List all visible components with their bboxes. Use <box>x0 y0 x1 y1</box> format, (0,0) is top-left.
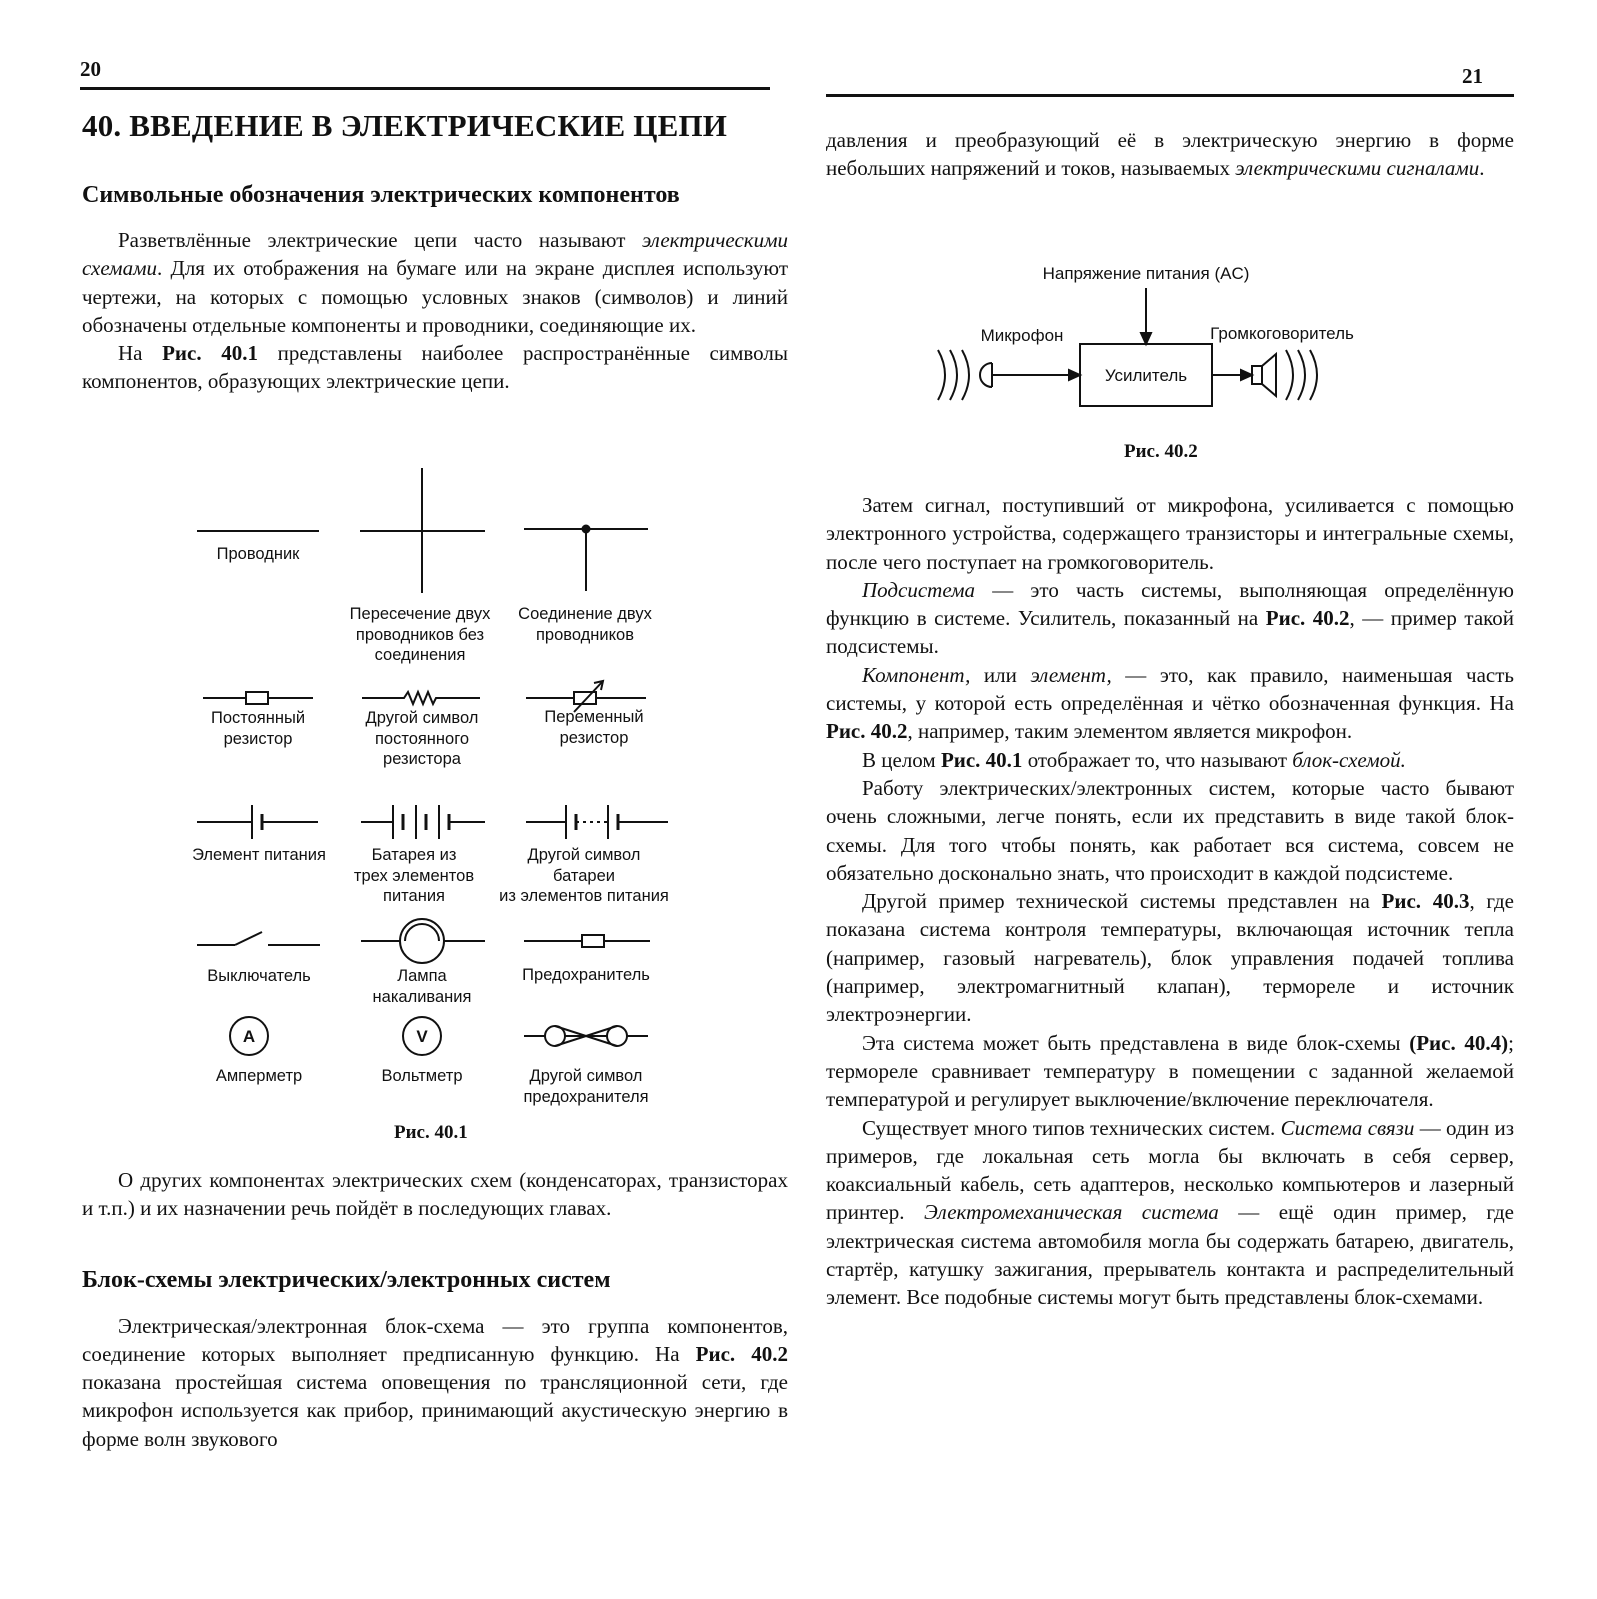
label-switch: Выключатель <box>207 967 311 985</box>
ammeter-letter: A <box>242 1027 256 1046</box>
supply-label: Напряжение питания (AC) <box>1042 264 1250 283</box>
figure-40-2-block-diagram <box>930 250 1390 420</box>
label-crossing: Пересечение двух проводников без соединения <box>349 605 491 664</box>
right-page-top <box>826 126 1514 183</box>
fuse-alt-symbol <box>524 1026 648 1046</box>
figure-40-2-caption: Рис. 40.2 <box>1124 441 1198 462</box>
label-battery-alt: Другой символ батареи из элементов питания <box>499 846 669 905</box>
figure-40-1-caption: Рис. 40.1 <box>394 1122 468 1143</box>
paragraph: На Рис. 40.1 представлены наиболее распространённые символы компонентов, образующих электрические цепи. <box>82 341 788 394</box>
label-lamp: Лампа накаливания <box>372 967 472 1006</box>
paragraph: Электрическая/электронная блок-схема — это группа компонентов, соединение которых выполняет предписанную функцию. На Рис. 40.2 показана простейшая система оповещения по трансляционной сети, где микрофон используется как прибор, принимающий акустическую энергию в форме волн звукового <box>82 1313 788 1451</box>
battery-alt-symbol <box>526 805 668 839</box>
resistor-symbol <box>203 692 313 704</box>
cell-symbol <box>197 805 318 839</box>
label-resistor-alt: Другой символ постоянного резистора <box>365 709 479 768</box>
label-conductor: Проводник <box>216 545 300 563</box>
section-heading-symbols: Символьные обозначения электрических компонентов <box>82 182 680 208</box>
paragraph: Работу электрических/электронных систем, которые часто бывают очень сложными, легче понять, если их представить в виде такой блок-схемы. Для того чтобы понять, как работает вся система, совсем не обязательно досконально знать, что происходит в каждой подсистеме. <box>826 775 1514 885</box>
lamp-symbol <box>361 919 485 963</box>
paragraph: В целом Рис. 40.1 отображает то, что называют блок-схемой. <box>862 747 1406 772</box>
paragraph: Подсистема — это часть системы, выполняющая определённую функцию в системе. Усилитель, показанный на Рис. 40.2, — пример такой подсистемы. <box>826 577 1515 659</box>
paragraph: Компонент, или элемент, — это, как правило, наименьшая часть системы, у которой есть определённая и чётко обозначенная функция. На Рис. 40.2, например, таким элементом является микрофон. <box>826 662 1514 744</box>
label-battery: Батарея из трех элементов питания <box>353 846 475 905</box>
sound-wave-in <box>938 350 945 400</box>
left-page-lower <box>82 1166 788 1453</box>
voltmeter-letter: V <box>416 1027 428 1046</box>
paragraph: Существует много типов технических систем. Система связи — один из примеров, где локальная сеть могла бы включать в себя сервер, коаксиальный кабель, сеть адаптеров, несколько компьютеров и лазерный принтер. Электромеханическая система — ещё один пример, где электрическая система автомобиля могла бы содержать батарею, двигатель, стартёр, катушку зажигания, прерыватель контакта и распределительный элемент. Все подобные системы могут быть представлены блок-схемами. <box>826 1115 1515 1310</box>
label-fuse-alt: Другой символ предохранителя <box>523 1067 649 1106</box>
sound-wave-out <box>1286 350 1293 400</box>
label-cell: Элемент питания <box>192 846 326 864</box>
loudspeaker-label: Громкоговоритель <box>1210 324 1354 343</box>
microphone-symbol <box>980 363 992 387</box>
label-resistor: Постоянный резистор <box>210 709 306 748</box>
paragraph: Разветвлённые электрические цепи часто называют электрическими схемами. Для их отображения на бумаге или на экране дисплея используют чертежи, на которых с помощью условных знаков (символов) и линий обозначены отдельные компоненты и проводники, соединяющие их. <box>82 228 788 337</box>
fuse-symbol <box>524 935 650 947</box>
label-variable-resistor: Переменный резистор <box>544 708 644 747</box>
page-number-left: 20 <box>80 57 101 81</box>
header-rule-right <box>826 94 1514 97</box>
crossing-symbol <box>360 468 485 593</box>
label-junction: Соединение двух проводников <box>518 605 652 644</box>
paragraph: Эта система может быть представлена в виде блок-схемы (Рис. 40.4); термореле сравнивает температуру в помещении с заданной желаемой температурой и регулирует выключение/включение переключателя. <box>826 1030 1515 1112</box>
paragraph: Другой пример технической системы представлен на Рис. 40.3, где показана система контроля температуры, включающая источник тепла (например, газовый нагреватель), блок управления подачей топлива (например, электромагнитный клапан), термореле и источник электроэнергии. <box>826 889 1514 1027</box>
microphone-label: Микрофон <box>980 326 1064 345</box>
switch-symbol <box>197 932 320 945</box>
amplifier-label: Усилитель <box>1104 366 1188 385</box>
chapter-title: 40. ВВЕДЕНИЕ В ЭЛЕКТРИЧЕСКИЕ ЦЕПИ <box>82 108 728 143</box>
section-heading-block-diagrams: Блок-схемы электрических/электронных систем <box>82 1266 611 1293</box>
right-page-body <box>826 491 1514 1312</box>
junction-symbol <box>524 526 648 592</box>
resistor-alt-symbol <box>362 692 480 704</box>
label-fuse: Предохранитель <box>522 966 650 984</box>
paragraph: О других компонентах электрических схем (конденсаторах, транзисторах и т.п.) и их назначении речь пойдёт в последующих главах. <box>82 1168 788 1221</box>
label-ammeter: Амперметр <box>215 1067 303 1085</box>
battery-symbol <box>361 805 485 839</box>
label-voltmeter: Вольтметр <box>381 1067 463 1085</box>
paragraph: Затем сигнал, поступивший от микрофона, усиливается с помощью электронного устройства, содержащего транзисторы и интегральные схемы, после чего поступает на громкоговоритель. <box>826 493 1514 574</box>
paragraph: давления и преобразующий её в электрическую энергию в форме небольших напряжений и токов, называемых электрическими сигналами. <box>826 128 1514 181</box>
page-number-right: 21 <box>1462 64 1483 88</box>
